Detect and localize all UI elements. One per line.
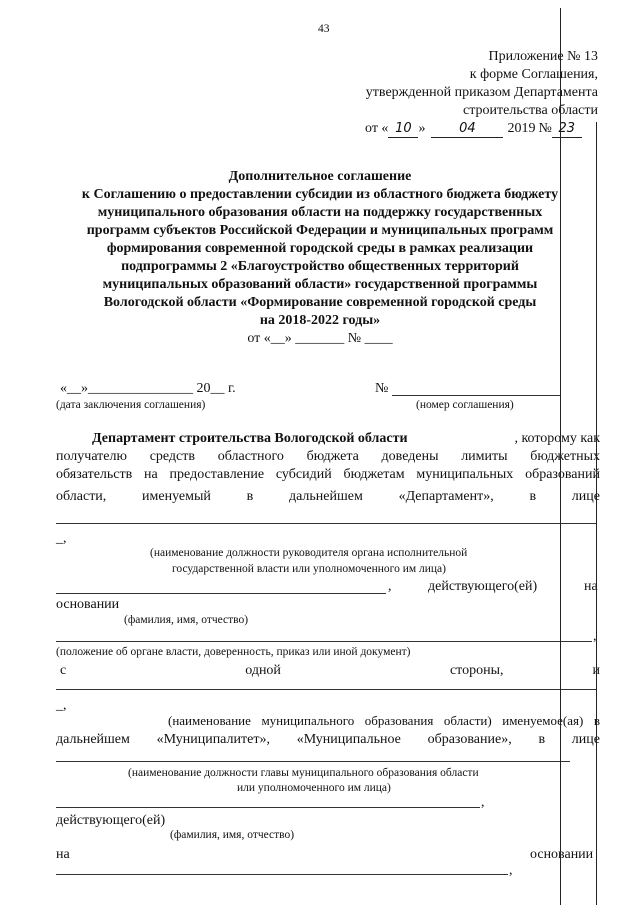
p5-w4: образование», <box>427 732 512 747</box>
fill-line-basis <box>56 874 508 875</box>
side-w2: одной <box>245 663 281 678</box>
comma-2: , <box>481 795 485 810</box>
caption-official-1: (наименование должности руководителя органа исполнительной <box>150 547 468 559</box>
caption-municipality: (наименование муниципального образования области) именуемое(ая) в <box>168 713 600 728</box>
comma-1: , <box>388 579 392 594</box>
caption-head-1: (наименование должности главы муниципального образования области <box>128 767 479 779</box>
title-line-3: муниципального образования области на поддержку государственных <box>97 205 543 220</box>
acting-1: действующего(ей) <box>428 579 538 594</box>
p5-w6: лице <box>571 732 600 747</box>
date-prefix: от « <box>365 121 389 136</box>
side-line <box>56 662 600 679</box>
title-line-5: формирования современной городской среды в рамках реализации <box>106 241 534 256</box>
agreement-date-caption: (дата заключения соглашения) <box>56 399 206 411</box>
fill-line-fio-1 <box>56 593 386 594</box>
on-1: на <box>584 579 598 594</box>
w2: именуемый <box>142 489 211 504</box>
on-2: на <box>56 847 70 862</box>
comma-doc: , <box>593 629 597 644</box>
department-name: Департамент строительства Вологодской области <box>92 431 408 446</box>
title-date-line: от «__» _______ № ____ <box>247 331 393 346</box>
caption-fio-2: (фамилия, имя, отчество) <box>170 829 295 841</box>
title-line-1: Дополнительное соглашение <box>228 169 412 184</box>
agreement-number-line <box>392 395 560 396</box>
page-number: 43 <box>318 23 330 35</box>
p5-w2: «Муниципалитет», <box>156 732 270 747</box>
fill-line-official <box>56 523 596 524</box>
date-number: 23 <box>552 120 582 138</box>
body-line-1-tail: , которому как <box>514 431 600 446</box>
title-line-6: подпрограммы 2 «Благоустройство общественных территорий <box>121 259 519 274</box>
fill-line-document <box>56 641 592 642</box>
header-date-line <box>365 120 582 138</box>
title-line-4: программ субъектов Российской Федерации и муниципальных программ <box>86 223 554 238</box>
body-line-1 <box>56 430 600 447</box>
title-line-2: к Соглашению о предоставлении субсидии из областного бюджета бюджету <box>81 187 559 202</box>
body-line-2: получателю средств областного бюджета доведены лимиты бюджетных <box>56 449 600 464</box>
caption-official-2: государственной власти или уполномоченного им лица) <box>172 563 446 575</box>
w1: области, <box>56 489 107 504</box>
p5-w1: дальнейшем <box>56 732 130 747</box>
caption-fio-1: (фамилия, имя, отчество) <box>124 614 249 626</box>
title-line-8: Вологодской области «Формирование современной городской среды <box>103 295 537 310</box>
date-day: 10 <box>388 120 418 138</box>
title-line-7: муниципальных образований области» государственной программы <box>102 277 538 292</box>
w6: в <box>529 489 537 504</box>
date-no: № <box>538 121 552 136</box>
caption-head-2: или уполномоченного им лица) <box>237 782 391 794</box>
dash-2: _, <box>56 698 67 713</box>
p5-w5: в <box>538 732 546 747</box>
side-w1: с <box>60 663 67 678</box>
header-form: к форме Соглашения, <box>469 67 598 82</box>
fill-line-fio-2 <box>56 807 480 808</box>
dash-1: _, <box>56 531 67 546</box>
title-line-9: на 2018-2022 годы» <box>259 313 381 328</box>
scan-line-outer <box>596 122 597 905</box>
comma-3: , <box>509 863 513 878</box>
header-department: строительства области <box>463 103 598 118</box>
scan-line-inner <box>560 8 561 905</box>
agreement-date-field: «__»_______________ 20__ г. <box>60 381 236 396</box>
basis-1: основании <box>56 597 120 612</box>
date-year: 2019 <box>507 121 536 136</box>
w7: лице <box>571 489 600 504</box>
fill-line-head <box>56 761 570 762</box>
agreement-number-sign: № <box>375 381 389 396</box>
caption-document: (положение об органе власти, доверенность, приказ или иной документ) <box>56 646 411 658</box>
body-line-5 <box>56 731 600 748</box>
agreement-number-caption: (номер соглашения) <box>416 399 514 411</box>
date-sep: » <box>418 121 426 136</box>
date-month: 04 <box>431 120 503 138</box>
body-line-3: обязательств на предоставление субсидий бюджетам муниципальных образований <box>56 467 600 482</box>
w4: дальнейшем <box>288 489 363 504</box>
header-appendix: Приложение № 13 <box>488 49 598 64</box>
body-line-4 <box>56 488 600 505</box>
side-w4: и <box>592 663 600 678</box>
w3: в <box>246 489 254 504</box>
fill-line-municipality <box>56 689 596 690</box>
acting-2: действующего(ей) <box>56 813 166 828</box>
side-w3: стороны, <box>449 663 504 678</box>
basis-2: основании <box>530 847 594 862</box>
p5-w3: «Муниципальное <box>296 732 401 747</box>
header-approved: утвержденной приказом Департамента <box>365 85 598 100</box>
w5: «Департамент», <box>398 489 494 504</box>
